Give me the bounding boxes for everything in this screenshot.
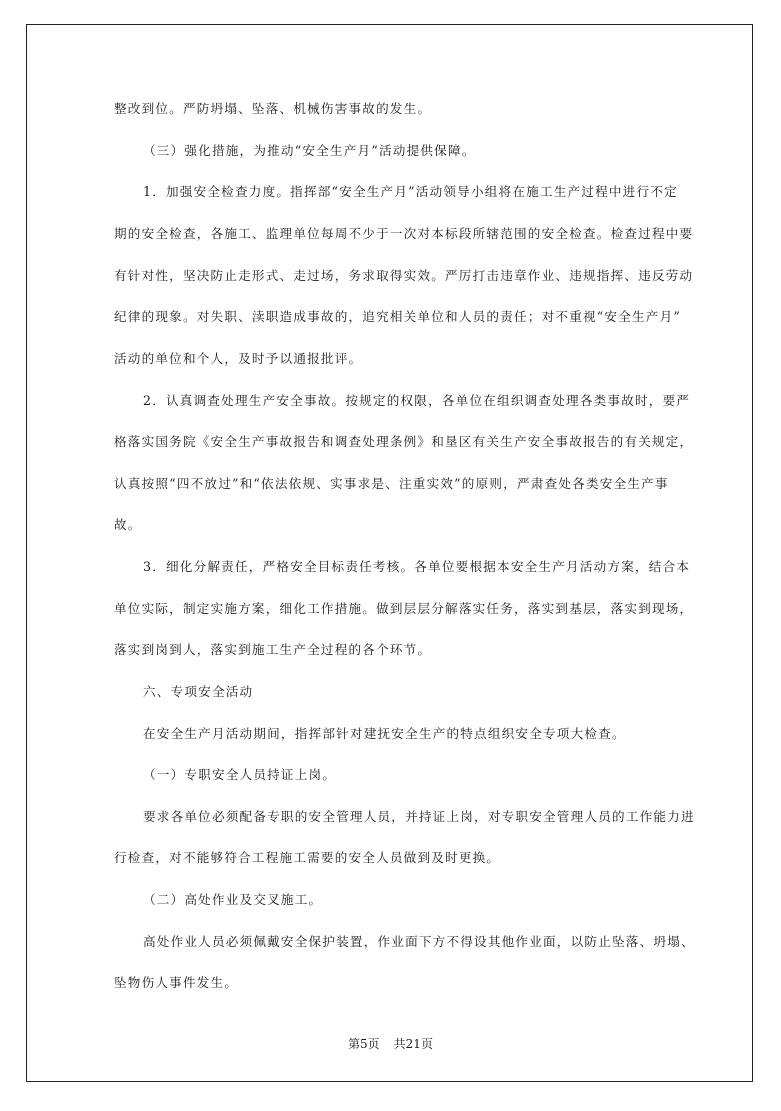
paragraph-line: 3．细化分解责任，严格安全目标责任考核。各单位要根据本安全生产月活动方案，结合本	[143, 559, 691, 574]
paragraph-line: 认真按照“四不放过”和“依法依规、实事求是、注重实效”的原则，严肃查处各类安全生产事	[114, 476, 669, 491]
paragraph-line: 落实到岗到人，落实到施工生产全过程的各个环节。	[114, 642, 432, 657]
page-total: 共21页	[393, 1037, 433, 1051]
page-border	[26, 24, 753, 1082]
paragraph-line: 格落实国务院《安全生产事故报告和调查处理条例》和垦区有关生产安全事故报告的有关规定，	[114, 434, 694, 449]
paragraph-line: 单位实际，制定实施方案，细化工作措施。做到层层分解落实任务，落实到基层，落实到现场，	[114, 601, 694, 616]
paragraph-line: 期的安全检查，各施工、监理单位每周不少于一次对本标段所辖范围的安全检查。检查过程中要	[114, 226, 694, 241]
paragraph-line: 1．加强安全检查力度。指挥部“安全生产月”活动领导小组将在施工生产过程中进行不定	[143, 184, 678, 199]
paragraph-line: 2．认真调查处理生产安全事故。按规定的权限，各单位在组织调查处理各类事故时，要严	[143, 393, 691, 408]
page-number: 第5页	[348, 1037, 380, 1051]
subsection-heading: （一）专职安全人员持证上岗。	[143, 767, 337, 782]
section-heading: （三）强化措施，为推动“安全生产月”活动提供保障。	[143, 143, 476, 158]
paragraph-line: 行检查，对不能够符合工程施工需要的安全人员做到及时更换。	[114, 850, 501, 865]
paragraph-line: 在安全生产月活动期间，指挥部针对建抚安全生产的特点组织安全专项大检查。	[143, 726, 626, 741]
page-footer	[0, 1036, 781, 1052]
paragraph-line: 活动的单位和个人，及时予以通报批评。	[114, 351, 363, 366]
paragraph-line: 有针对性，坚决防止走形式、走过场，务求取得实效。严厉打击违章作业、违规指挥、违反劳动	[114, 268, 694, 283]
paragraph-line: 高处作业人员必须佩戴安全保护装置，作业面下方不得设其他作业面，以防止坠落、坍塌、	[143, 934, 695, 949]
paragraph-line: 坠物伤人事件发生。	[114, 975, 239, 990]
paragraph-line: 要求各单位必须配备专职的安全管理人员，并持证上岗，对专职安全管理人员的工作能力进	[143, 809, 695, 824]
paragraph-line: 纪律的现象。对失职、渎职造成事故的，追究相关单位和人员的责任；对不重视“安全生产月”	[114, 309, 682, 324]
paragraph-line: 故。	[114, 517, 142, 532]
paragraph-line: 整改到位。严防坍塌、坠落、机械伤害事故的发生。	[114, 101, 432, 116]
subsection-heading: （二）高处作业及交叉施工。	[143, 892, 323, 907]
section-heading: 六、专项安全活动	[143, 684, 254, 699]
